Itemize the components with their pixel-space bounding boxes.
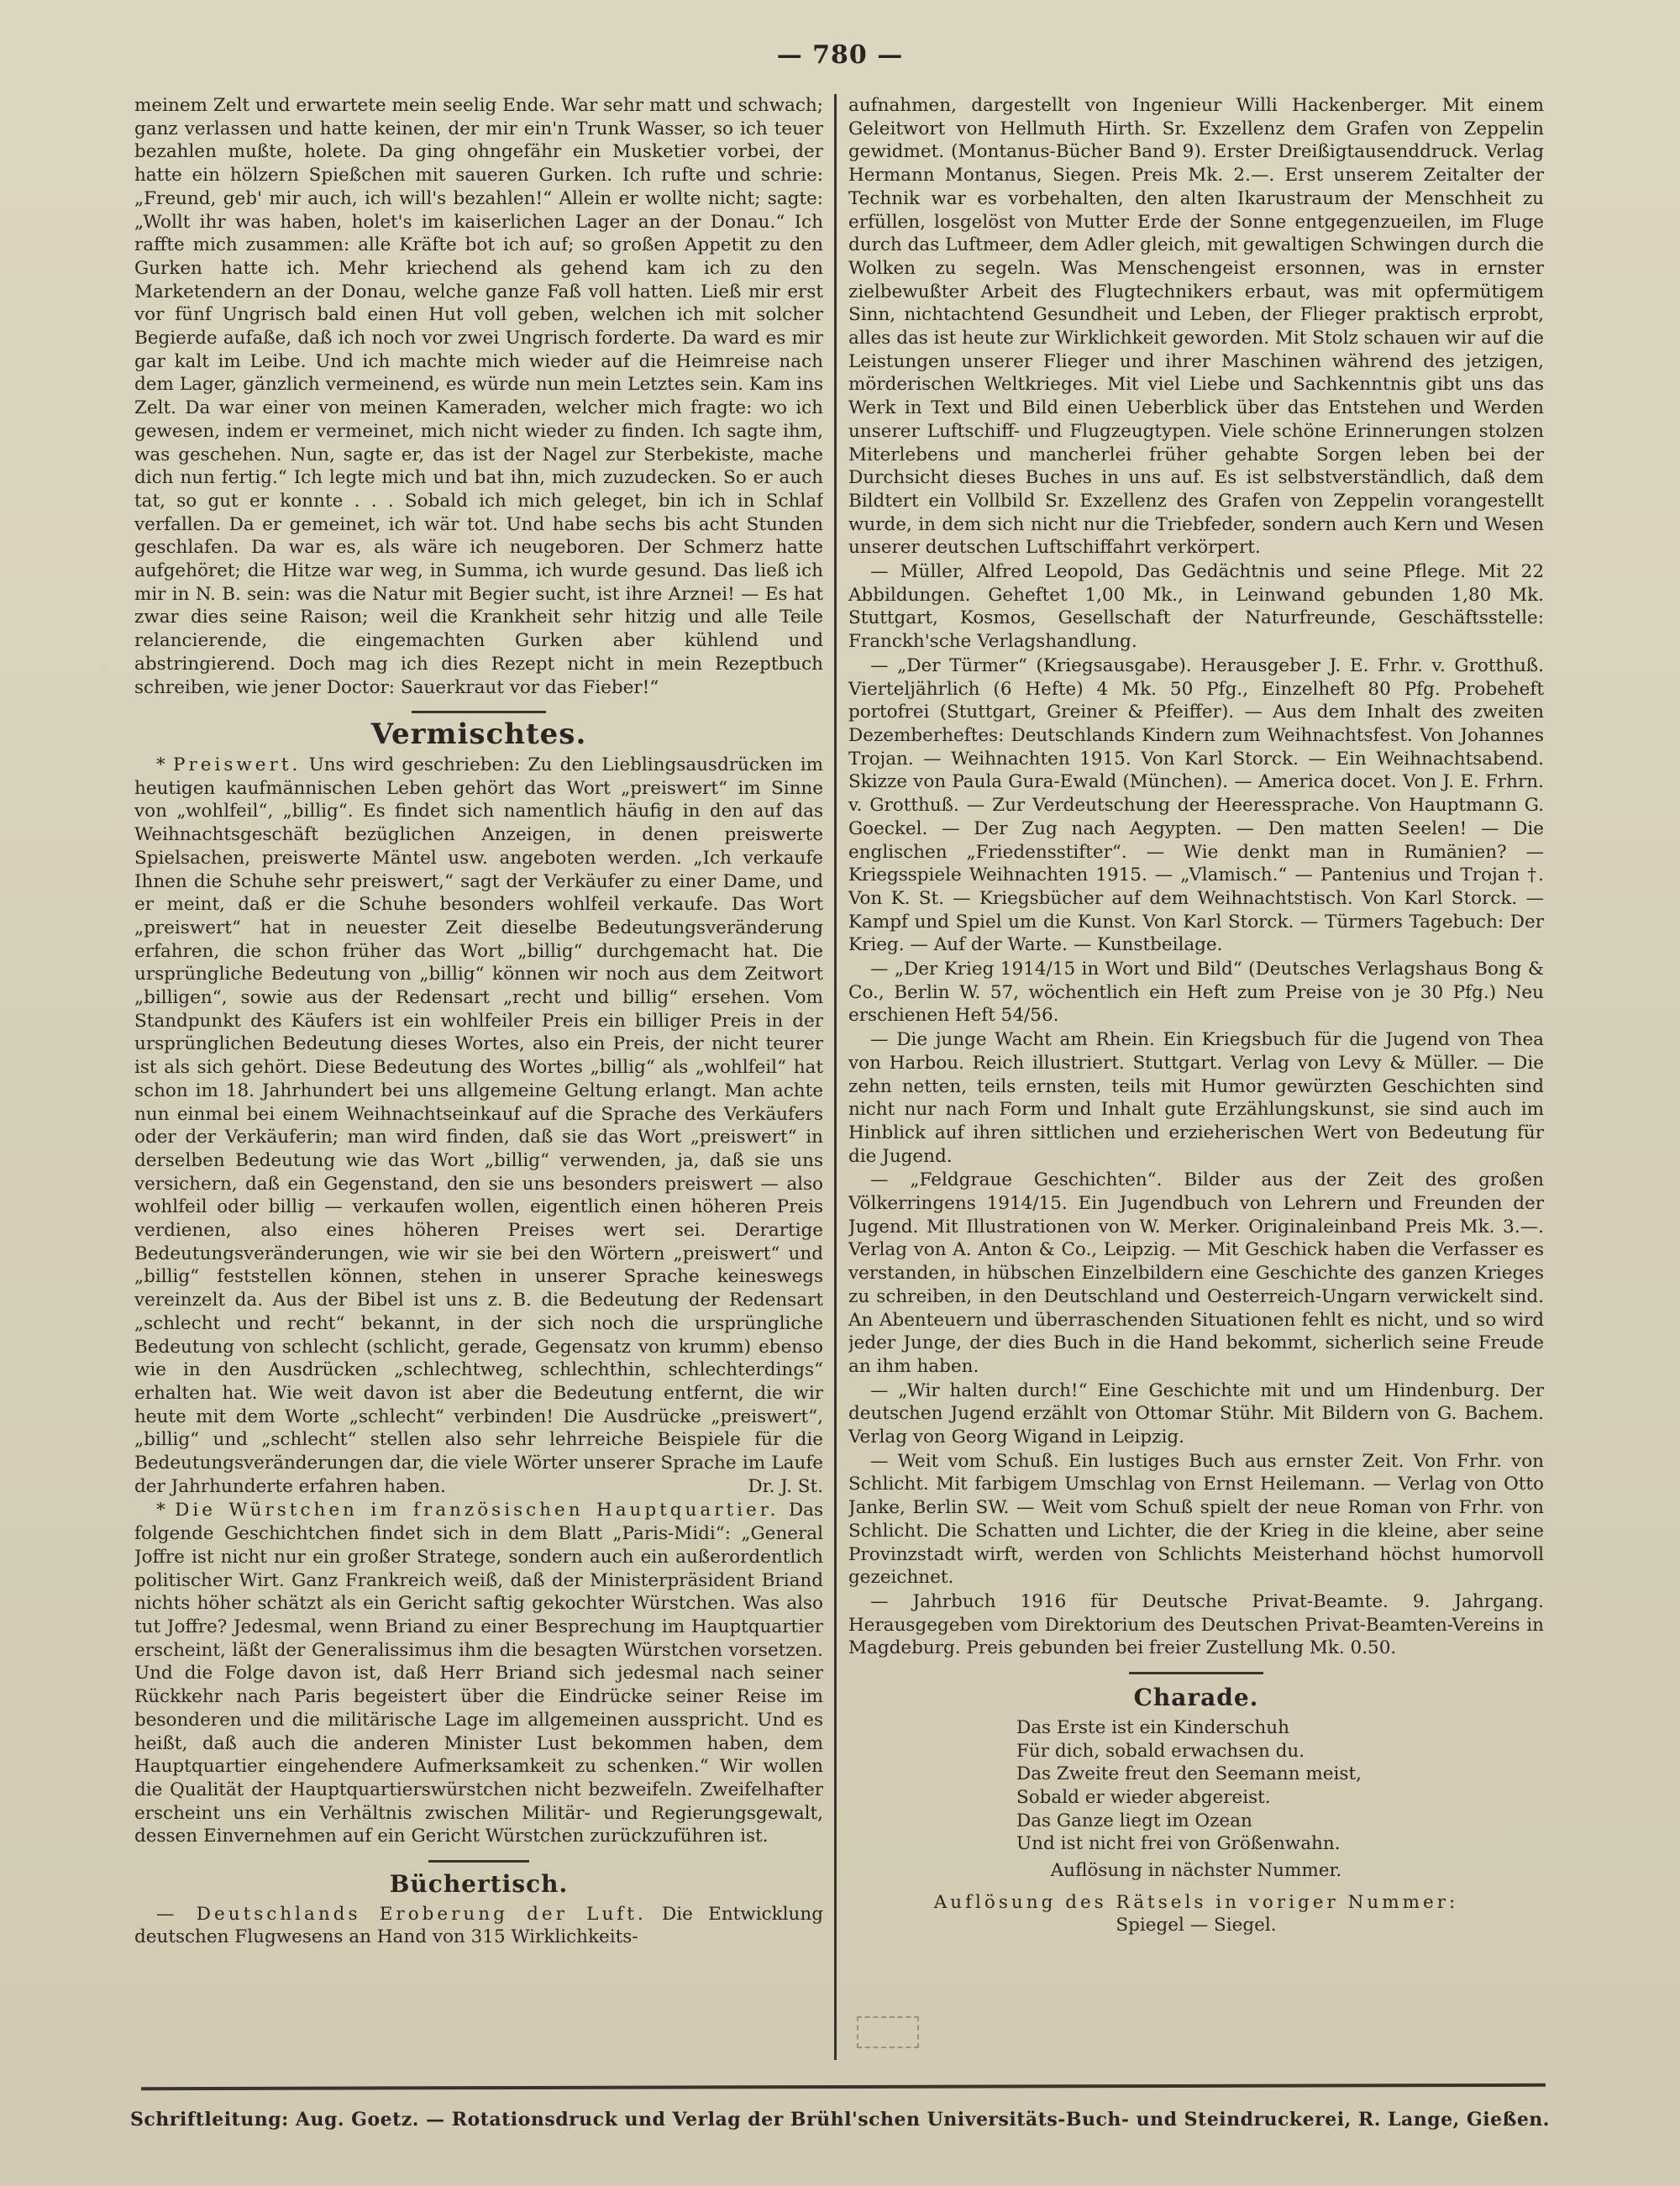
charade-line: Das Zweite freut den Seemann meist, xyxy=(1016,1763,1362,1785)
footer-rule xyxy=(141,2084,1546,2090)
jahrbuch-review: — Jahrbuch 1916 für Deutsche Privat-Beamte. 9. Jahrgang. Herausgegeben vom Direktorium des Deutschen Privat-Beamten-Vereins in Magdeburg. Preis gebunden bei freier Zustellung Mk. 0.50. xyxy=(848,1591,1544,1659)
luft-review-cont: aufnahmen, dargestellt von Ingenieur Willi Hackenberger. Mit einem Geleitwort von Hellmuth Hirth. Sr. Exzellenz dem Grafen von Zeppelin gewidmet. (Montanus-Bücher Band 9). Erster Dreißigtausenddruck. Verlag Hermann Montanus, Siegen. Preis Mk. 2.—. Erst unserem Zeitalter der Technik war es vorbehalten, den alten Ikarustraum der Menschheit zu erfüllen, losgelöst von Mutter Erde der Sonne entgegenzueilen, im Fluge durch das Luftmeer, dem Adler gleich, mit gewaltigen Schwingen durch die Wolken zu segeln. Was Menschengeist ersonnen, was in ernster zielbewußter Arbeit des Flugtechnikers erbaut, was mit opfermütigem Sinn, nichtachtend Gesundheit und Leben, der Flieger praktisch erprobt, alles das ist heute zur Wirklichkeit geworden. Mit Stolz schauen wir auf die Leistungen unserer Flieger und ihrer Maschinen während des jetzigen, mörderischen Weltkrieges. Mit viel Liebe und Sachkenntnis gibt uns das Werk in Text und Bild einen Ueberblick über das Entstehen und Werden unserer Luftschiff- und Flugzeugtypen. Viele schöne Erinnerungen stolzen Miterlebens und mancherlei früher gehabte Sorgen leben bei der Durchsicht dieses Buches in uns auf. Es ist selbstverständlich, daß dem Bildtert ein Vollbild Sr. Exzellenz des Grafen von Zeppelin vorangestellt wurde, in dem sich nicht nur die Triebfeder, sondern auch Kern und Wesen unserer deutschen Luftschiffahrt verkörpert. xyxy=(848,95,1544,559)
feldgraue-review: — „Feldgraue Geschichten“. Bilder aus der Zeit des großen Völkerringens 1914/15. Ein Jugendbuch von Lehrern und Freunden der Jugend. Mit Illustrationen von W. Merker. Originaleinband Preis Mk. 3.—. Verlag von A. Anton & Co., Leipzig. — Mit Geschick haben die Verfasser es verstanden, in hübschen Einzelbildern eine Geschichte des ganzen Krieges zu schreiben, in den Deutschland und Oesterreich-Ungarn verwickelt sind. An Abenteuern und überraschenden Situationen fehlt es nicht, und so wird jeder Junge, der dies Buch in die Hand bekommt, sicherlich seine Freude an ihm haben. xyxy=(848,1169,1544,1377)
krieg-review: — „Der Krieg 1914/15 in Wort und Bild“ (Deutsches Verlagshaus Bong & Co., Berlin W. 57, wöchentlich ein Heft zum Preise von je 30 Pfg.) Neu erschienen Heft 54/56. xyxy=(848,959,1544,1027)
vermischtes-heading: Vermischtes. xyxy=(370,717,587,752)
charade-line: Das Erste ist ein Kinderschuh xyxy=(1016,1716,1289,1738)
luft-review-start xyxy=(134,1903,823,1949)
left-column xyxy=(134,94,823,2077)
imprint-footer: Schriftleitung: Aug. Goetz. — Rotationsdruck und Verlag der Brühl'schen Universitäts-Buch- und Steindruckerei, R. Lange, Gießen. xyxy=(130,2109,1550,2131)
section-divider xyxy=(1129,1672,1263,1674)
schuss-review: — Weit vom Schuß. Ein lustiges Buch aus ernster Zeit. Von Frhr. von Schlicht. Mit farbigem Umschlag von Ernst Heilemann. — Verlag von Otto Janke, Berlin SW. — Weit vom Schuß spielt der neue Roman von Frhr. von Schlicht. Die Schatten und Lichter, die der Krieg in die kleine, aber seine Provinzstadt wirft, werden von Schlichts Meisterhand höchst humorvoll gezeichnet. xyxy=(848,1450,1544,1589)
charade-heading: Charade. xyxy=(1133,1684,1259,1712)
preiswert-signature: Dr. J. St. xyxy=(748,1475,823,1497)
charade-box xyxy=(848,1686,1544,1883)
luft-text-start: Die Entwicklung deutschen Flugwesens an Hand von 315 Wirklichkeits- xyxy=(134,1903,823,1948)
riddle-answer-label: Auflösung des Rätsels in voriger Nummer: xyxy=(933,1891,1459,1913)
charade-line: Und ist nicht frei von Größenwahn. xyxy=(1016,1833,1341,1855)
wuerstchen-text: Das folgende Geschichtchen findet sich in dem Blatt „Paris-Midi“: „General Joffre ist nicht nur ein großer Stratege, sondern auch ein außerordentlich politischer Wirt. Ganz Frankreich weiß, daß der Ministerpräsident Briand nichts höher schätzt als ein Gericht saftig gekochter Würstchen. Was also tut Joffre? Jedesmal, wenn Briand zu einer Besprechung im Hauptquartier erscheint, läßt der Generalissimus ihm die besagten Würstchen vorsetzen. Und die Folge davon ist, daß Herr Briand sich jedesmal nach seiner Rückkehr nach Paris begeistert über die Eindrücke seiner Reise im besonderen und die militärische Lage im allgemeinen ausspricht. Und es heißt, daß auch die anderen Minister Lust bekommen haben, dem Hauptquartier eingehendere Aufmerksamkeit zu schenken.“ Wir wollen die Qualität der Hauptquartierswürstchen nicht bezweifeln. Zweifelhafter erscheint uns ein Verhältnis zwischen Militär- und Regierungsgewalt, dessen Einvernehmen auf ein Gericht Würstchen zurückzuführen ist. xyxy=(134,1500,823,1847)
wuerstchen-title: Die Würstchen im französischen Hauptquartier. xyxy=(175,1500,780,1521)
section-divider xyxy=(412,711,546,713)
durch-review: — „Wir halten durch!“ Eine Geschichte mit und um Hindenburg. Der deutschen Jugend erzählt von Ottomar Stühr. Mit Bildern von G. Bachem. Verlag von Georg Wigand in Leipzig. xyxy=(848,1379,1544,1448)
riddle-answer-block xyxy=(848,1891,1544,1937)
tuermer-review: — „Der Türmer“ (Kriegsausgabe). Herausgeber J. E. Frhr. v. Grotthuß. Vierteljährlich (6 Hefte) 4 Mk. 50 Pfg., Einzelheft 80 Pfg. Probeheft portofrei (Stuttgart, Greiner & Pfeiffer). — Aus dem Inhalt des zweiten Dezemberheftes: Deutschlands Kindern zum Weihnachtsfest. Von Johannes Trojan. — Weihnachten 1915. Von Karl Storck. — Ein Weihnachtsabend. Skizze von Paula Gura-Ewald (München). — America docet. Von J. E. Frhrn. v. Grotthuß. — Zur Verdeutschung der Heeressprache. Von Hauptmann G. Goeckel. — Der Zug nach Aegypten. — Den matten Seelen! — Die englischen „Friedensstifter“. — Wie denkt man in Rumänien? — Kriegsspiele Weihnachten 1915. — „Vlamisch.“ — Pantenius und Trojan †. Von K. St. — Kriegsbücher auf dem Weihnachtstisch. Von Karl Storck. — Kampf und Spiel um die Kunst. Von Karl Storck. — Türmers Tagebuch: Der Krieg. — Auf der Warte. — Kunstbeilage. xyxy=(848,654,1544,956)
right-column xyxy=(848,94,1544,2077)
preiswert-title: Preiswert. xyxy=(173,754,302,775)
buechertisch-heading: Büchertisch. xyxy=(389,1870,569,1899)
column-rule xyxy=(834,94,837,2060)
story-paragraph: meinem Zelt und erwartete mein seelig Ende. War sehr matt und schwach; ganz verlassen und hatte keinen, der mir ein'n Trunk Wasser, so ich teuer bezahlen mußte, holete. Da ging ohngefähr ein Musketier vorbei, der hatte ein hölzern Spießchen mit saueren Gurken. Ich rufte und schrie: „Freund, geb' mir auch, ich will's bezahlen!“ Allein er wollte nicht; sagte: „Wollt ihr was haben, holet's im kaiserlichen Lager an der Donau.“ Ich raffte mich zusammen: alle Kräfte bot ich auf; so großen Appetit zu den Gurken hatte ich. Mehr kriechend als gehend kam ich zu den Marketendern an der Donau, welche ganze Faß voll hatten. Ließ mir erst vor fünf Ungrisch bald einen Hut voll geben, welchen ich mit solcher Begierde aufaße, daß ich noch vor zwei Ungrisch forderte. Da ward es mir gar kalt im Leibe. Und ich machte mich wieder auf die Heimreise nach dem Lager, gänzlich vermeinend, es würde nun mein Letztes sein. Kam ins Zelt. Da war einer von meinen Kameraden, welcher mich fragte: wo ich gewesen, indem er vermeinet, mich nicht wieder zu finden. Ich sagte ihm, was geschehen. Nun, sagte er, das ist der Nagel zur Sterbekiste, mache dich nun fertig.“ Ich legte mich und bat ihn, mich zuzudecken. So er auch tat, so gut er konnte . . . Sobald ich mich geleget, bin ich in Schlaf verfallen. Da er gemeinet, ich wär tot. Und habe sechs bis acht Stunden geschlafen. Da war es, als wäre ich neugeboren. Der Schmerz hatte aufgehöret; die Hitze war weg, in Summa, ich wurde gesund. Das ließ ich mir in N. B. sein: was die Natur mit Begier sucht, ist ihre Arznei! — Es hat zwar dies seine Raison; weil die Krankheit sehr hitzig und alle Teile relancierende, die eingemachten Gurken aber kühlend und abstringierend. Doch mag ich dies Rezept nicht in mein Rezeptbuch schreiben, wie jener Doctor: Sauerkraut vor das Fieber!“ xyxy=(134,95,823,698)
charade-solution-note: Auflösung in nächster Nummer. xyxy=(1050,1860,1342,1882)
preiswert-article: * Preiswert. Uns wird geschrieben: Zu den Lieblingsausdrücken im heutigen kaufmännischen Leben gehört das Wort „preiswert“ im Sinne von „wohlfeil“, „billig“. Es findet sich namentlich häufig in den auf das Weihnachtsgeschäft bezüglichen Anzeigen, in denen preiswerte Spielsachen, preiswerte Mäntel usw. angeboten werden. „Ich verkaufe Ihnen die Schuhe sehr preiswert,“ sagt der Verkäufer zu einer Dame, und er meint, daß er die Schuhe besonders wohlfeil verkaufe. Das Wort „preiswert“ hat in neuester Zeit dieselbe Bedeutungsveränderung erfahren, die schon früher das Wort „billig“ durchgemacht hat. Die ursprüngliche Bedeutung von „billig“ können wir noch aus dem Zeitwort „billigen“, sowie aus der Redensart „recht und billig“ ersehen. Vom Standpunkt des Käufers ist ein wohlfeiler Preis ein billiger Preis in der ursprünglichen Bedeutung dieses Wortes, also ein Preis, der nicht teurer ist als sich gehört. Diese Bedeutung des Wortes „billig“ als „wohlfeil“ hat schon im 18. Jahrhundert bei uns allgemeine Geltung erlangt. Man achte nun einmal bei einem Weihnachtseinkauf auf die Sprache des Verkäufers oder der Verkäuferin; man wird finden, daß sie das Wort „preiswert“ in derselben Bedeutung wie das Wort „billig“ verwenden, ja, daß sie uns versichern, daß ein Gegenstand, den sie uns besonders preiswert — also wohlfeil oder billig — verkaufen wollen, eigentlich einen höheren Preis verdienen, also eines höheren Preises wert sei. Derartige Bedeutungsveränderungen, wie wir sie bei den Wörtern „preiswert“ und „billig“ feststellen können, stehen in unserer Sprache keineswegs vereinzelt da. Aus der Bibel ist uns z. B. die Bedeutung der Redensart „schlecht und recht“ bekannt, in der sich noch die ursprüngliche Bedeutung von schlecht (schlicht, gerade, Gegensatz von krumm) ebenso wie in den Ausdrücken „schlechtweg, schlechthin, schlechterdings“ erhalten hat. Wie weit davon ist aber die Bedeutung entfernt, die wir heute mit dem Worte „schlecht“ verbinden! Die Ausdrücke „preiswert“, „billig“ und „schlecht“ stellen also sehr lehrreiche Beispiele für die Bedeutungsveränderungen dar, die viele Wörter unserer Sprache im Laufe der Jahrhunderte erfahren haben. Dr. J. St. xyxy=(134,754,823,1497)
charade-line: Für dich, sobald erwachsen du. xyxy=(1016,1740,1305,1762)
wuerstchen-article: * Die Würstchen im französischen Hauptquartier. Das folgende Geschichtchen findet sich in dem Blatt „Paris-Midi“: „General Joffre ist nicht nur ein großer Stratege, sondern auch ein außerordentlich politischer Wirt. Ganz Frankreich weiß, daß der Ministerpräsident Briand nichts höher schätzt als ein Gericht saftig gekochter Würstchen. Was also tut Joffre? Jedesmal, wenn Briand zu einer Besprechung im Hauptquartier erscheint, läßt der Generalissimus ihm die besagten Würstchen vorsetzen. Und die Folge davon ist, daß Herr Briand sich jedesmal nach seiner Rückkehr nach Paris begeistert über die Eindrücke seiner Reise im besonderen und die militärische Lage im allgemeinen ausspricht. Und es heißt, daß auch die anderen Minister Lust bekommen haben, dem Hauptquartier eingehendere Aufmerksamkeit zu schenken.“ Wir wollen die Qualität der Hauptquartierswürstchen nicht bezweifeln. Zweifelhafter erscheint uns ein Verhältnis zwischen Militär- und Regierungsgewalt, dessen Einvernehmen auf ein Gericht Würstchen zurückzuführen ist. xyxy=(134,1500,823,1847)
riddle-answer: Spiegel — Siegel. xyxy=(1116,1915,1277,1936)
charade-lines xyxy=(1016,1716,1544,1856)
preiswert-text: Uns wird geschrieben: Zu den Lieblingsausdrücken im heutigen kaufmännischen Leben gehört das Wort „preiswert“ im Sinne von „wohlfeil“, „billig“. Es findet sich namentlich häufig in den auf das Weihnachtsgeschäft bezüglichen Anzeigen, in denen preiswerte Spielsachen, preiswerte Mäntel usw. angeboten werden. „Ich verkaufe Ihnen die Schuhe sehr preiswert,“ sagt der Verkäufer zu einer Dame, und er meint, daß er die Schuhe besonders wohlfeil verkaufe. Das Wort „preiswert“ hat in neuester Zeit dieselbe Bedeutungsveränderung erfahren, die schon früher das Wort „billig“ durchgemacht hat. Die ursprüngliche Bedeutung von „billig“ können wir noch aus dem Zeitwort „billigen“, sowie aus der Redensart „recht und billig“ ersehen. Vom Standpunkt des Käufers ist ein wohlfeiler Preis ein billiger Preis in der ursprünglichen Bedeutung dieses Wortes, also ein Preis, der nicht teurer ist als sich gehört. Diese Bedeutung des Wortes „billig“ als „wohlfeil“ hat schon im 18. Jahrhundert bei uns allgemeine Geltung erlangt. Man achte nun einmal bei einem Weihnachtseinkauf auf die Sprache des Verkäufers oder der Verkäuferin; man wird finden, daß sie das Wort „preiswert“ in derselben Bedeutung wie das Wort „billig“ verwenden, ja, daß sie uns versichern, daß ein Gegenstand, den sie uns besonders preiswert — also wohlfeil oder billig — verkaufen wollen, eigentlich einen höheren Preis verdienen, also eines höheren Preises wert sei. Derartige Bedeutungsveränderungen, wie wir sie bei den Wörtern „preiswert“ und „billig“ feststellen können, stehen in unserer Sprache keineswegs vereinzelt da. Aus der Bibel ist uns z. B. die Bedeutung der Redensart „schlecht und recht“ bekannt, in der sich noch die ursprüngliche Bedeutung von schlecht (schlicht, gerade, Gegensatz von krumm) ebenso wie in den Ausdrücken „schlechtweg, schlechthin, schlechterdings“ erhalten hat. Wie weit davon ist aber die Bedeutung entfernt, die wir heute mit dem Worte „schlecht“ verbinden! Die Ausdrücke „preiswert“, „billig“ und „schlecht“ stellen also sehr lehrreiche Beispiele für die Bedeutungsveränderungen dar, die viele Wörter unserer Sprache im Laufe der Jahrhunderte erfahren haben. xyxy=(134,754,823,1497)
mueller-review: — Müller, Alfred Leopold, Das Gedächtnis und seine Pflege. Mit 22 Abbildungen. Geheftet 1,00 Mk., in Leinwand gebunden 1,80 Mk. Stuttgart, Kosmos, Gesellschaft der Naturfreunde, Geschäftsstelle: Franckh'sche Verlagshandlung. xyxy=(848,561,1544,653)
luft-title: — Deutschlands Eroberung der Luft. xyxy=(156,1903,647,1925)
charade-line: Sobald er wieder abgereist. xyxy=(1016,1786,1271,1808)
section-divider xyxy=(428,1860,529,1863)
page-number: — 780 — xyxy=(776,40,904,70)
charade-line: Das Ganze liegt im Ozean xyxy=(1016,1810,1252,1831)
library-stamp xyxy=(857,2016,919,2048)
wacht-review: — Die junge Wacht am Rhein. Ein Kriegsbuch für die Jugend von Thea von Harbou. Reich illustriert. Stuttgart. Verlag von Levy & Müller. — Die zehn netten, teils ernsten, teils mit Humor gewürzten Geschichten sind nicht nur nach Form und Inhalt gute Erzählungskunst, sie sind auch im Hinblick auf ihren sittlichen und erzieherischen Wert von Bedeutung für die Jugend. xyxy=(848,1029,1544,1167)
